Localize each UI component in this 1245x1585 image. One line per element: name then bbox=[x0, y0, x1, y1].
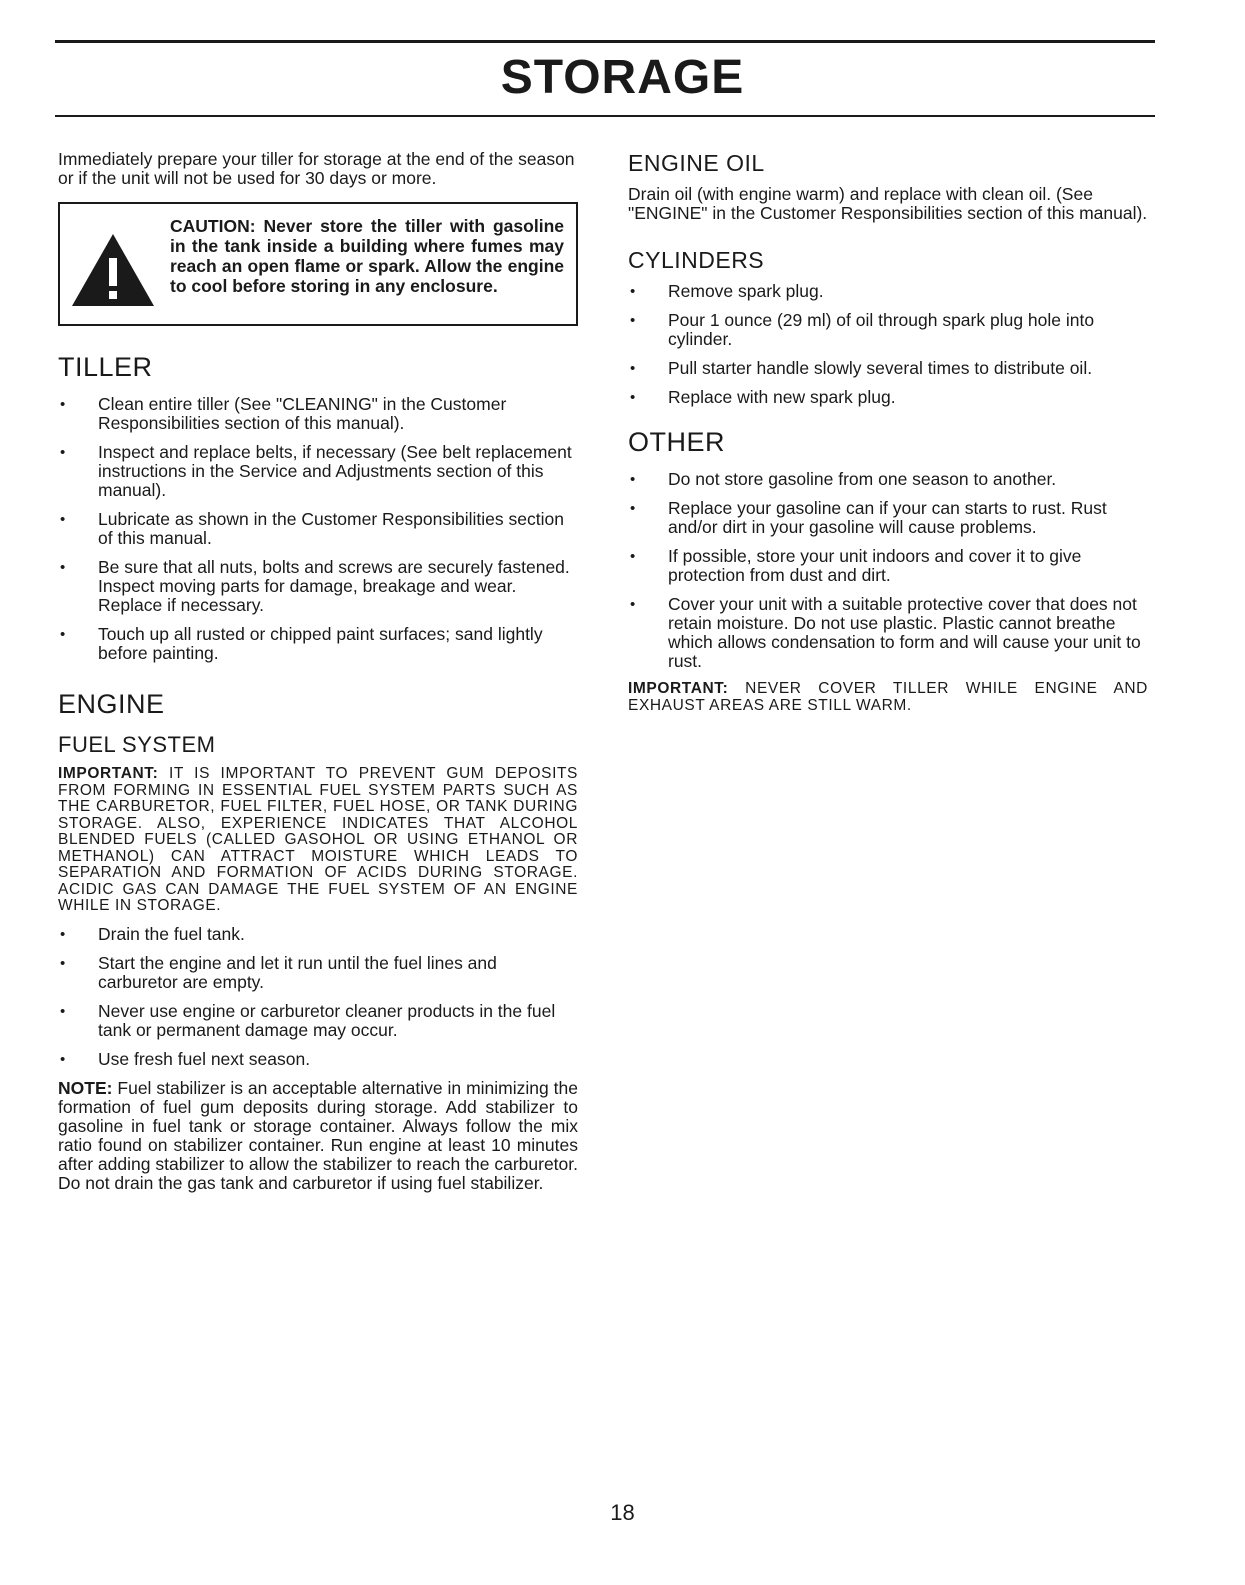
title-underline bbox=[55, 115, 1155, 117]
important-text: IT IS IMPORTANT TO PREVENT GUM DEPOSITS FROM FORMING IN ESSENTIAL FUEL SYSTEM PARTS SUCH AS THE CARBURETOR, FUEL FILTER, FUEL HOSE, OR TANK DURING STORAGE. ALSO, EXPERIENCE INDICATES THAT ALCOHOL BLENDED FUELS (CALLED GASOHOL OR USING ETHANOL OR METHANOL) CAN ATTRACT MOISTURE WHICH LEADS TO SEPARATION AND FORMATION OF ACIDS DURING STORAGE. ACIDIC GAS CAN DAMAGE THE FUEL SYSTEM OF AN ENGINE WHILE IN STORAGE. bbox=[58, 765, 578, 914]
list-item: • Be sure that all nuts, bolts and screws are securely fastened. Inspect moving parts for damage, breakage and wear. Replace if necessary. bbox=[58, 558, 578, 615]
left-column bbox=[58, 150, 578, 1193]
note-label: NOTE: bbox=[58, 1077, 113, 1098]
fuel-system-heading: FUEL SYSTEM bbox=[58, 732, 216, 757]
list-item: • Do not store gasoline from one season to another. bbox=[628, 470, 1148, 489]
list-item: • Replace with new spark plug. bbox=[628, 388, 1148, 407]
list-item: • Remove spark plug. bbox=[628, 282, 1148, 301]
tiller-heading: TILLER bbox=[58, 352, 153, 382]
important-label: IMPORTANT: bbox=[58, 765, 159, 782]
note-paragraph bbox=[58, 1079, 578, 1193]
list-item: • Clean entire tiller (See "CLEANING" in the Customer Responsibilities section of this manual). bbox=[58, 395, 578, 433]
important-text: NEVER COVER TILLER WHILE ENGINE AND EXHAUST AREAS ARE STILL WARM. bbox=[628, 680, 1148, 714]
intro-paragraph: Immediately prepare your tiller for storage at the end of the season or if the unit will not be used for 30 days or more. bbox=[58, 149, 575, 188]
list-item: • Cover your unit with a suitable protective cover that does not retain moisture. Do not use plastic. Plastic cannot breathe which allows condensation to form and will cause your unit to rust. bbox=[628, 595, 1148, 671]
other-heading: OTHER bbox=[628, 427, 725, 457]
important-label: IMPORTANT: bbox=[628, 680, 729, 697]
list-item: • Inspect and replace belts, if necessary (See belt replacement instructions in the Service and Adjustments section of this manual). bbox=[58, 443, 578, 500]
tiller-list bbox=[58, 395, 578, 663]
other-list bbox=[628, 470, 1148, 671]
cylinders-list bbox=[628, 282, 1148, 407]
cylinders-heading: CYLINDERS bbox=[628, 247, 765, 273]
warning-triangle-icon bbox=[68, 230, 158, 310]
list-item: • If possible, store your unit indoors and cover it to give protection from dust and dirt. bbox=[628, 547, 1148, 585]
page-number: 18 bbox=[610, 1500, 635, 1525]
engine-oil-heading: ENGINE OIL bbox=[628, 150, 765, 176]
note-text: Fuel stabilizer is an acceptable alternative in minimizing the formation of fuel gum deposits during storage. Add stabilizer to gasoline in fuel tank or storage container. Always follow the mix ratio found on stabilizer container. Run engine at least 10 minutes after adding stabilizer to allow the stabilizer to reach the carburetor. Do not drain the gas tank and carburetor if using fuel stabilizer. bbox=[58, 1077, 578, 1193]
caution-text: CAUTION: Never store the tiller with gasoline in the tank inside a building where fumes may reach an open flame or spark. Allow the engine to cool before storing in any enclosure. bbox=[170, 216, 564, 296]
engine-oil-text: Drain oil (with engine warm) and replace with clean oil. (See "ENGINE" in the Customer Responsibilities section of this manual). bbox=[628, 184, 1148, 223]
list-item: • Touch up all rusted or chipped paint surfaces; sand lightly before painting. bbox=[58, 625, 578, 663]
engine-heading: ENGINE bbox=[58, 689, 165, 719]
list-item: • Pull starter handle slowly several times to distribute oil. bbox=[628, 359, 1148, 378]
list-item: • Lubricate as shown in the Customer Responsibilities section of this manual. bbox=[58, 510, 578, 548]
top-rule bbox=[55, 40, 1155, 43]
list-item: • Drain the fuel tank. bbox=[58, 925, 578, 944]
list-item: • Use fresh fuel next season. bbox=[58, 1050, 578, 1069]
caution-box bbox=[58, 202, 578, 326]
right-column bbox=[628, 150, 1148, 724]
fuel-list bbox=[58, 925, 578, 1069]
list-item: • Pour 1 ounce (29 ml) of oil through spark plug hole into cylinder. bbox=[628, 311, 1148, 349]
other-important-paragraph bbox=[628, 681, 1148, 714]
fuel-important-paragraph bbox=[58, 766, 578, 915]
list-item: • Replace your gasoline can if your can starts to rust. Rust and/or dirt in your gasoline will cause problems. bbox=[628, 499, 1148, 537]
list-item: • Start the engine and let it run until the fuel lines and carburetor are empty. bbox=[58, 954, 578, 992]
list-item: • Never use engine or carburetor cleaner products in the fuel tank or permanent damage may occur. bbox=[58, 1002, 578, 1040]
page-title: STORAGE bbox=[500, 51, 745, 104]
